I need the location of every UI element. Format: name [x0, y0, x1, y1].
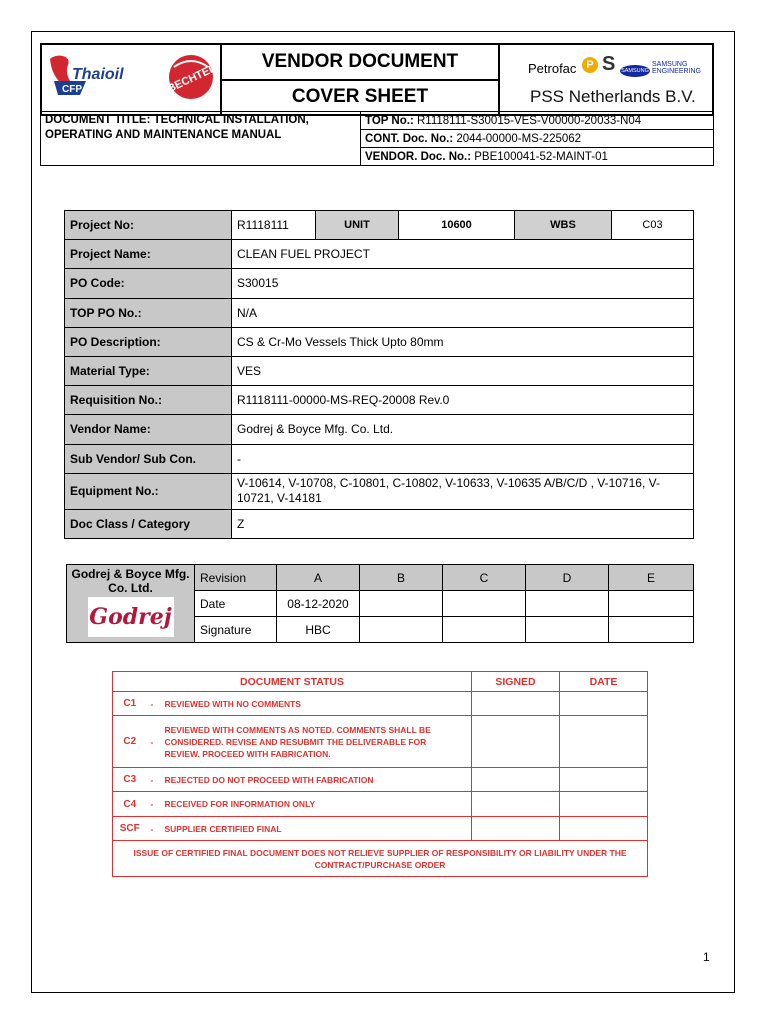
- table-row: [65, 473, 694, 509]
- status-desc-text: RECEIVED FOR INFORMATION ONLY: [164, 799, 316, 809]
- rev-col: B: [360, 565, 443, 591]
- pss-text: PSS Netherlands B.V.: [530, 86, 696, 106]
- rev-col: C: [443, 565, 526, 591]
- date-label: Date: [195, 591, 277, 617]
- status-desc-wrap: [151, 724, 468, 760]
- status-desc: [147, 768, 472, 792]
- table-row: [67, 565, 694, 591]
- row-label: Material Type:: [65, 356, 232, 385]
- row-value: -: [232, 444, 694, 473]
- status-table: [112, 671, 648, 877]
- thaioil-logo: [50, 56, 124, 95]
- table-row: [113, 817, 648, 841]
- rev-date: [443, 591, 526, 617]
- row-label: Vendor Name:: [65, 415, 232, 444]
- row-label: Requisition No.:: [65, 386, 232, 415]
- row-value: N/A: [232, 298, 694, 327]
- revision-label: Revision: [195, 565, 277, 591]
- status-signed[interactable]: [472, 768, 560, 792]
- petrofac-text: Petrofac: [528, 60, 577, 76]
- status-desc-text: SUPPLIER CERTIFIED FINAL: [164, 823, 282, 834]
- row-label: Sub Vendor/ Sub Con.: [65, 444, 232, 473]
- status-desc: [147, 716, 472, 768]
- rev-col: A: [277, 565, 360, 591]
- status-dash: -: [150, 823, 154, 834]
- rev-date: 08-12-2020: [277, 591, 360, 617]
- date-heading: DATE: [560, 672, 648, 692]
- vendor-company-name: Godrej & Boyce Mfg. Co. Ltd.: [71, 567, 190, 595]
- table-row: [113, 841, 648, 877]
- table-row: [65, 415, 694, 444]
- thaioil-sub: CFP: [62, 84, 82, 95]
- table-row: [65, 386, 694, 415]
- petrofac-icon: P: [582, 57, 598, 73]
- status-signed[interactable]: [472, 716, 560, 768]
- row-label: PO Description:: [65, 327, 232, 356]
- top-no-cell: [361, 112, 714, 130]
- samsung-eng-text: SAMSUNG ENGINEERING: [652, 60, 702, 75]
- unit-value: 10600: [399, 211, 515, 240]
- status-dash: -: [150, 799, 154, 809]
- project-no-value: R1118111: [232, 211, 316, 240]
- status-dash: -: [150, 698, 154, 709]
- doc-title-cell: [41, 112, 361, 166]
- header-table: [40, 43, 714, 116]
- table-row: [65, 298, 694, 327]
- rev-date: [360, 591, 443, 617]
- status-signed[interactable]: [472, 792, 560, 817]
- doc-title-value: TECHNICAL INSTALLATION, OPERATING AND MAINTENANCE MANUAL: [45, 114, 309, 141]
- vendor-logo-cell: [67, 565, 195, 643]
- row-value: V-10614, V-10708, C-10801, C-10802, V-10633, V-10635 A/B/C/D , V-10716, V-10721, V-14181: [232, 473, 694, 509]
- cont-doc-cell: [361, 130, 714, 148]
- rev-signature: [609, 617, 694, 643]
- godrej-logo: Godrej: [88, 597, 174, 637]
- rev-signature: [443, 617, 526, 643]
- rev-signature: [360, 617, 443, 643]
- table-row: [113, 792, 648, 817]
- vendor-doc-value: PBE100041-52-MAINT-01: [474, 150, 608, 163]
- saipem-s-icon: S: [602, 52, 616, 75]
- row-value: Godrej & Boyce Mfg. Co. Ltd.: [232, 415, 694, 444]
- status-desc: [147, 817, 472, 841]
- client-logos: [41, 44, 221, 115]
- header-info-table: [40, 111, 714, 166]
- status-dash: -: [150, 774, 154, 785]
- rev-signature: [526, 617, 609, 643]
- cont-doc-value: 2044-00000-MS-225062: [456, 132, 582, 145]
- rev-signature: HBC: [277, 617, 360, 643]
- table-row: [65, 211, 694, 240]
- unit-label: UNIT: [316, 211, 399, 240]
- project-no-label: Project No:: [65, 211, 232, 240]
- wbs-value: C03: [612, 211, 694, 240]
- status-desc-text: REJECTED DO NOT PROCEED WITH FABRICATION: [164, 774, 374, 785]
- status-desc-text: REVIEWED WITH COMMENTS AS NOTED. COMMENTS SHALL BE CONSIDERED. REVISE AND RESUBMIT THE DELIVERABLE FOR REVIEW. PROCEED WITH FABRICATION.: [164, 724, 431, 759]
- top-no-label: TOP No.:: [365, 114, 414, 127]
- client-logos-graphic: [42, 45, 218, 109]
- status-dash: -: [150, 736, 154, 747]
- vendor-doc-label: VENDOR. Doc. No.:: [365, 150, 472, 163]
- status-date[interactable]: [560, 792, 648, 817]
- rev-date: [609, 591, 694, 617]
- status-code: C1: [113, 692, 147, 716]
- table-row: [65, 444, 694, 473]
- row-value: VES: [232, 356, 694, 385]
- signature-label: Signature: [195, 617, 277, 643]
- row-label: Doc Class / Category: [65, 509, 232, 538]
- vendor-doc-cell: [361, 148, 714, 166]
- status-code: C4: [113, 792, 147, 817]
- table-row: [65, 356, 694, 385]
- status-desc-text: REVIEWED WITH NO COMMENTS: [164, 698, 301, 709]
- top-no-value: R1118111-S30015-VES-V00000-20033-N04: [416, 114, 642, 127]
- status-code: SCF: [113, 817, 147, 841]
- table-row: [65, 240, 694, 269]
- status-code: C2: [113, 716, 147, 768]
- status-code: C3: [113, 768, 147, 792]
- contractor-logos: [499, 44, 713, 115]
- row-label: TOP PO No.:: [65, 298, 232, 327]
- contractor-logos-box: [500, 47, 712, 113]
- page-number: 1: [703, 950, 710, 964]
- table-row: [113, 672, 648, 692]
- title-line-2: COVER SHEET: [221, 80, 499, 116]
- signed-heading: SIGNED: [472, 672, 560, 692]
- status-date[interactable]: [560, 817, 648, 841]
- title-line-1: VENDOR DOCUMENT: [221, 44, 499, 80]
- status-date[interactable]: [560, 768, 648, 792]
- status-signed[interactable]: [472, 817, 560, 841]
- status-signed[interactable]: [472, 692, 560, 716]
- table-row: [65, 327, 694, 356]
- bechtel-text: BECHTEL: [165, 62, 218, 96]
- status-desc: [147, 692, 472, 716]
- row-value: CLEAN FUEL PROJECT: [232, 240, 694, 269]
- doc-title-label: DOCUMENT TITLE:: [45, 114, 151, 126]
- rev-col: D: [526, 565, 609, 591]
- row-value: R1118111-00000-MS-REQ-20008 Rev.0: [232, 386, 694, 415]
- bechtel-logo: [166, 52, 218, 102]
- cont-doc-label: CONT. Doc. No.:: [365, 132, 454, 145]
- table-row: [113, 692, 648, 716]
- row-value: Z: [232, 509, 694, 538]
- rev-col: E: [609, 565, 694, 591]
- revision-table: [66, 564, 694, 643]
- status-footer: ISSUE OF CERTIFIED FINAL DOCUMENT DOES NOT RELIEVE SUPPLIER OF RESPONSIBILITY OR LIABILITY UNDER THE CONTRACT/PURCHASE ORDER: [113, 841, 648, 877]
- table-row: [113, 716, 648, 768]
- project-table: [64, 210, 694, 539]
- status-date[interactable]: [560, 716, 648, 768]
- row-label: Equipment No.:: [65, 473, 232, 509]
- thaioil-text: Thaioil: [72, 66, 124, 83]
- rev-date: [526, 591, 609, 617]
- table-row: [65, 509, 694, 538]
- status-desc: [147, 792, 472, 817]
- row-label: Project Name:: [65, 240, 232, 269]
- samsung-logo: SAMSUNG: [620, 65, 650, 77]
- row-label: PO Code:: [65, 269, 232, 298]
- row-value: CS & Cr-Mo Vessels Thick Upto 80mm: [232, 327, 694, 356]
- row-value: S30015: [232, 269, 694, 298]
- status-date[interactable]: [560, 692, 648, 716]
- table-row: [113, 768, 648, 792]
- table-row: [65, 269, 694, 298]
- wbs-label: WBS: [515, 211, 612, 240]
- status-heading: DOCUMENT STATUS: [113, 672, 472, 692]
